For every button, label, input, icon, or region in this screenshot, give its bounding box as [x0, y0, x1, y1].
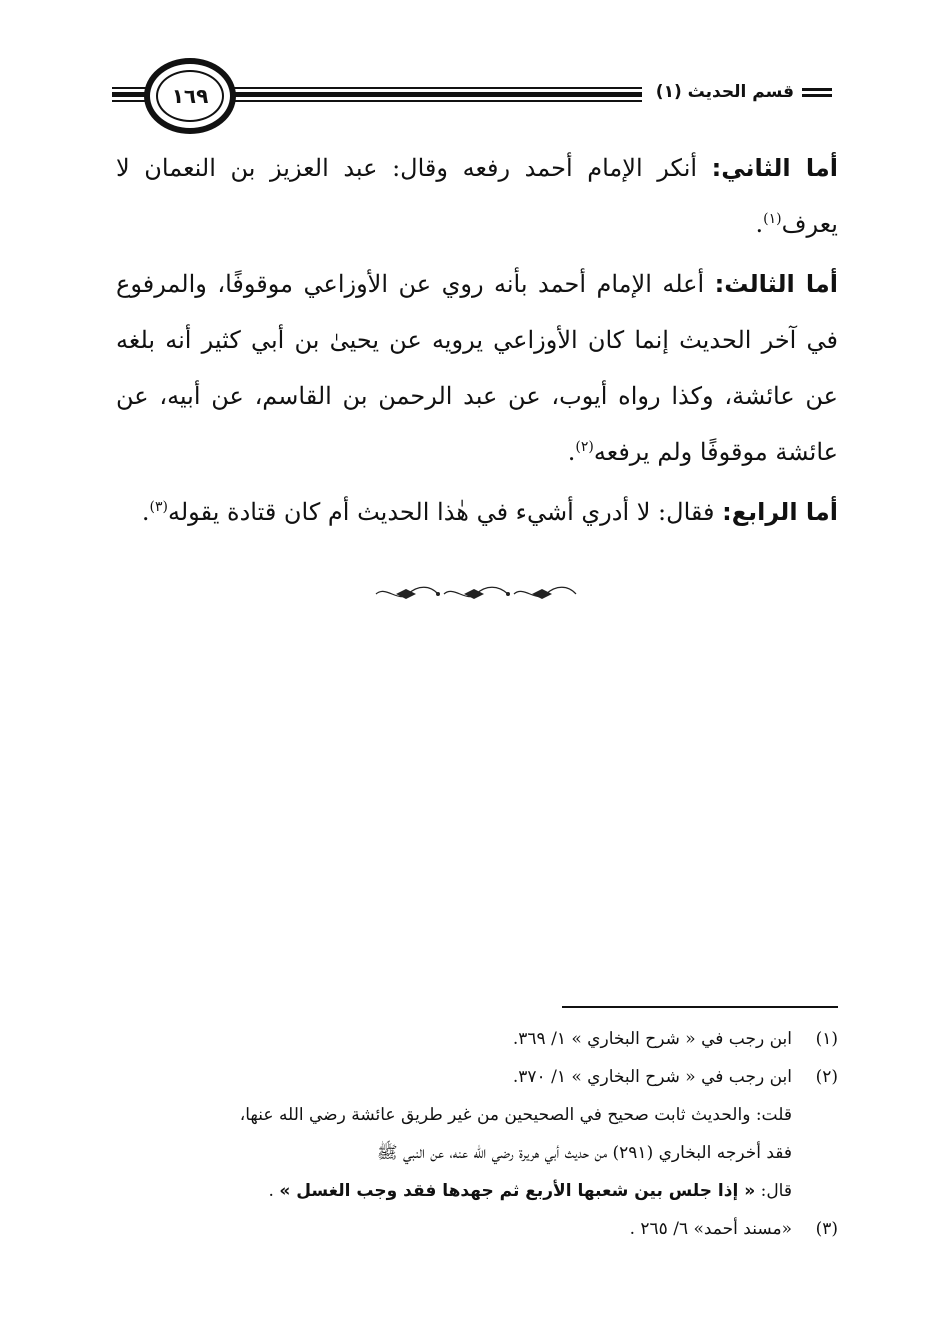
- paragraph-text: أنكر الإمام أحمد رفعه وقال: عبد العزيز بن النعمان لا يعرف: [116, 154, 838, 238]
- page-header: [112, 58, 838, 134]
- paragraph-text: أعله الإمام أحمد بأنه روي عن الأوزاعي موقوفًا، والمرفوع في آخر الحديث إنما كان الأوزاعي يرويه عن يحيىٰ بن أبي كثير أنه بلغه عن عائشة، وكذا رواه أيوب، عن عبد الرحمن بن القاسم، عن أبيه، عن عائشة موقوفًا ولم يرفعه: [116, 270, 838, 466]
- paragraph-second: [116, 140, 838, 252]
- footnote-item: [116, 1210, 838, 1248]
- paragraph-lead: أما الثالث:: [714, 270, 839, 298]
- footnote-reference: (٣): [149, 499, 168, 515]
- footnote-text: «مسند أحمد» ٦/ ٢٦٥ .: [629, 1219, 792, 1239]
- paragraph-fourth: [116, 484, 838, 540]
- footnote-text: ابن رجب في « شرح البخاري » ١/ ٣٧٠.: [512, 1067, 792, 1087]
- paragraph-lead: أما الرابع:: [722, 498, 838, 526]
- main-text: [116, 140, 838, 540]
- paragraph-text: فقال: لا أدري أشيء في هٰذا الحديث أم كان قتادة يقوله: [167, 498, 723, 526]
- footnote-quote: « إذا جلس بين شعبها الأربع ثم جهدها فقد وجب الغسل »: [279, 1181, 756, 1201]
- page-number-badge: [144, 58, 236, 134]
- paragraph-third: [116, 256, 838, 480]
- footnote-reference: (٢): [575, 439, 594, 455]
- footnote-number: (٢): [815, 1067, 838, 1087]
- footnote-continuation-line: قلت: والحديث ثابت صحيح في الصحيحين من غير طريق عائشة رضي الله عنها،: [239, 1105, 792, 1125]
- page-number-inner-ring: [156, 70, 224, 122]
- footnote-separator: [562, 1006, 838, 1008]
- section-title: قسم الحديث (١): [655, 82, 794, 102]
- header-title-box: [642, 72, 838, 112]
- paragraph-tail: .: [141, 498, 150, 526]
- footnote-reference: (١): [763, 211, 782, 227]
- paragraph-lead: أما الثاني:: [711, 154, 839, 182]
- footnote-continuation-line: فقد أخرجه البخاري (٢٩١) من حديث أبي هريرة رضي الله عنه، عن النبي ﷺ: [377, 1143, 792, 1163]
- footnote-number: (٣): [815, 1219, 838, 1239]
- footnote-item: [116, 1020, 838, 1058]
- paragraph-tail: .: [567, 438, 576, 466]
- page-number: ١٦٩: [171, 84, 209, 108]
- footnotes: [116, 1020, 838, 1248]
- ornament-divider-icon: [372, 583, 580, 605]
- paragraph-tail: .: [755, 210, 764, 238]
- header-dash: [802, 88, 832, 97]
- footnote-text: ابن رجب في « شرح البخاري » ١/ ٣٦٩.: [512, 1029, 792, 1049]
- footnote-item: [116, 1058, 838, 1096]
- footnote-number: (١): [815, 1029, 838, 1049]
- footnote-quote-prefix: قال:: [755, 1181, 792, 1201]
- footnote-quote-suffix: .: [268, 1181, 280, 1201]
- footnote-quote-line: [116, 1172, 838, 1210]
